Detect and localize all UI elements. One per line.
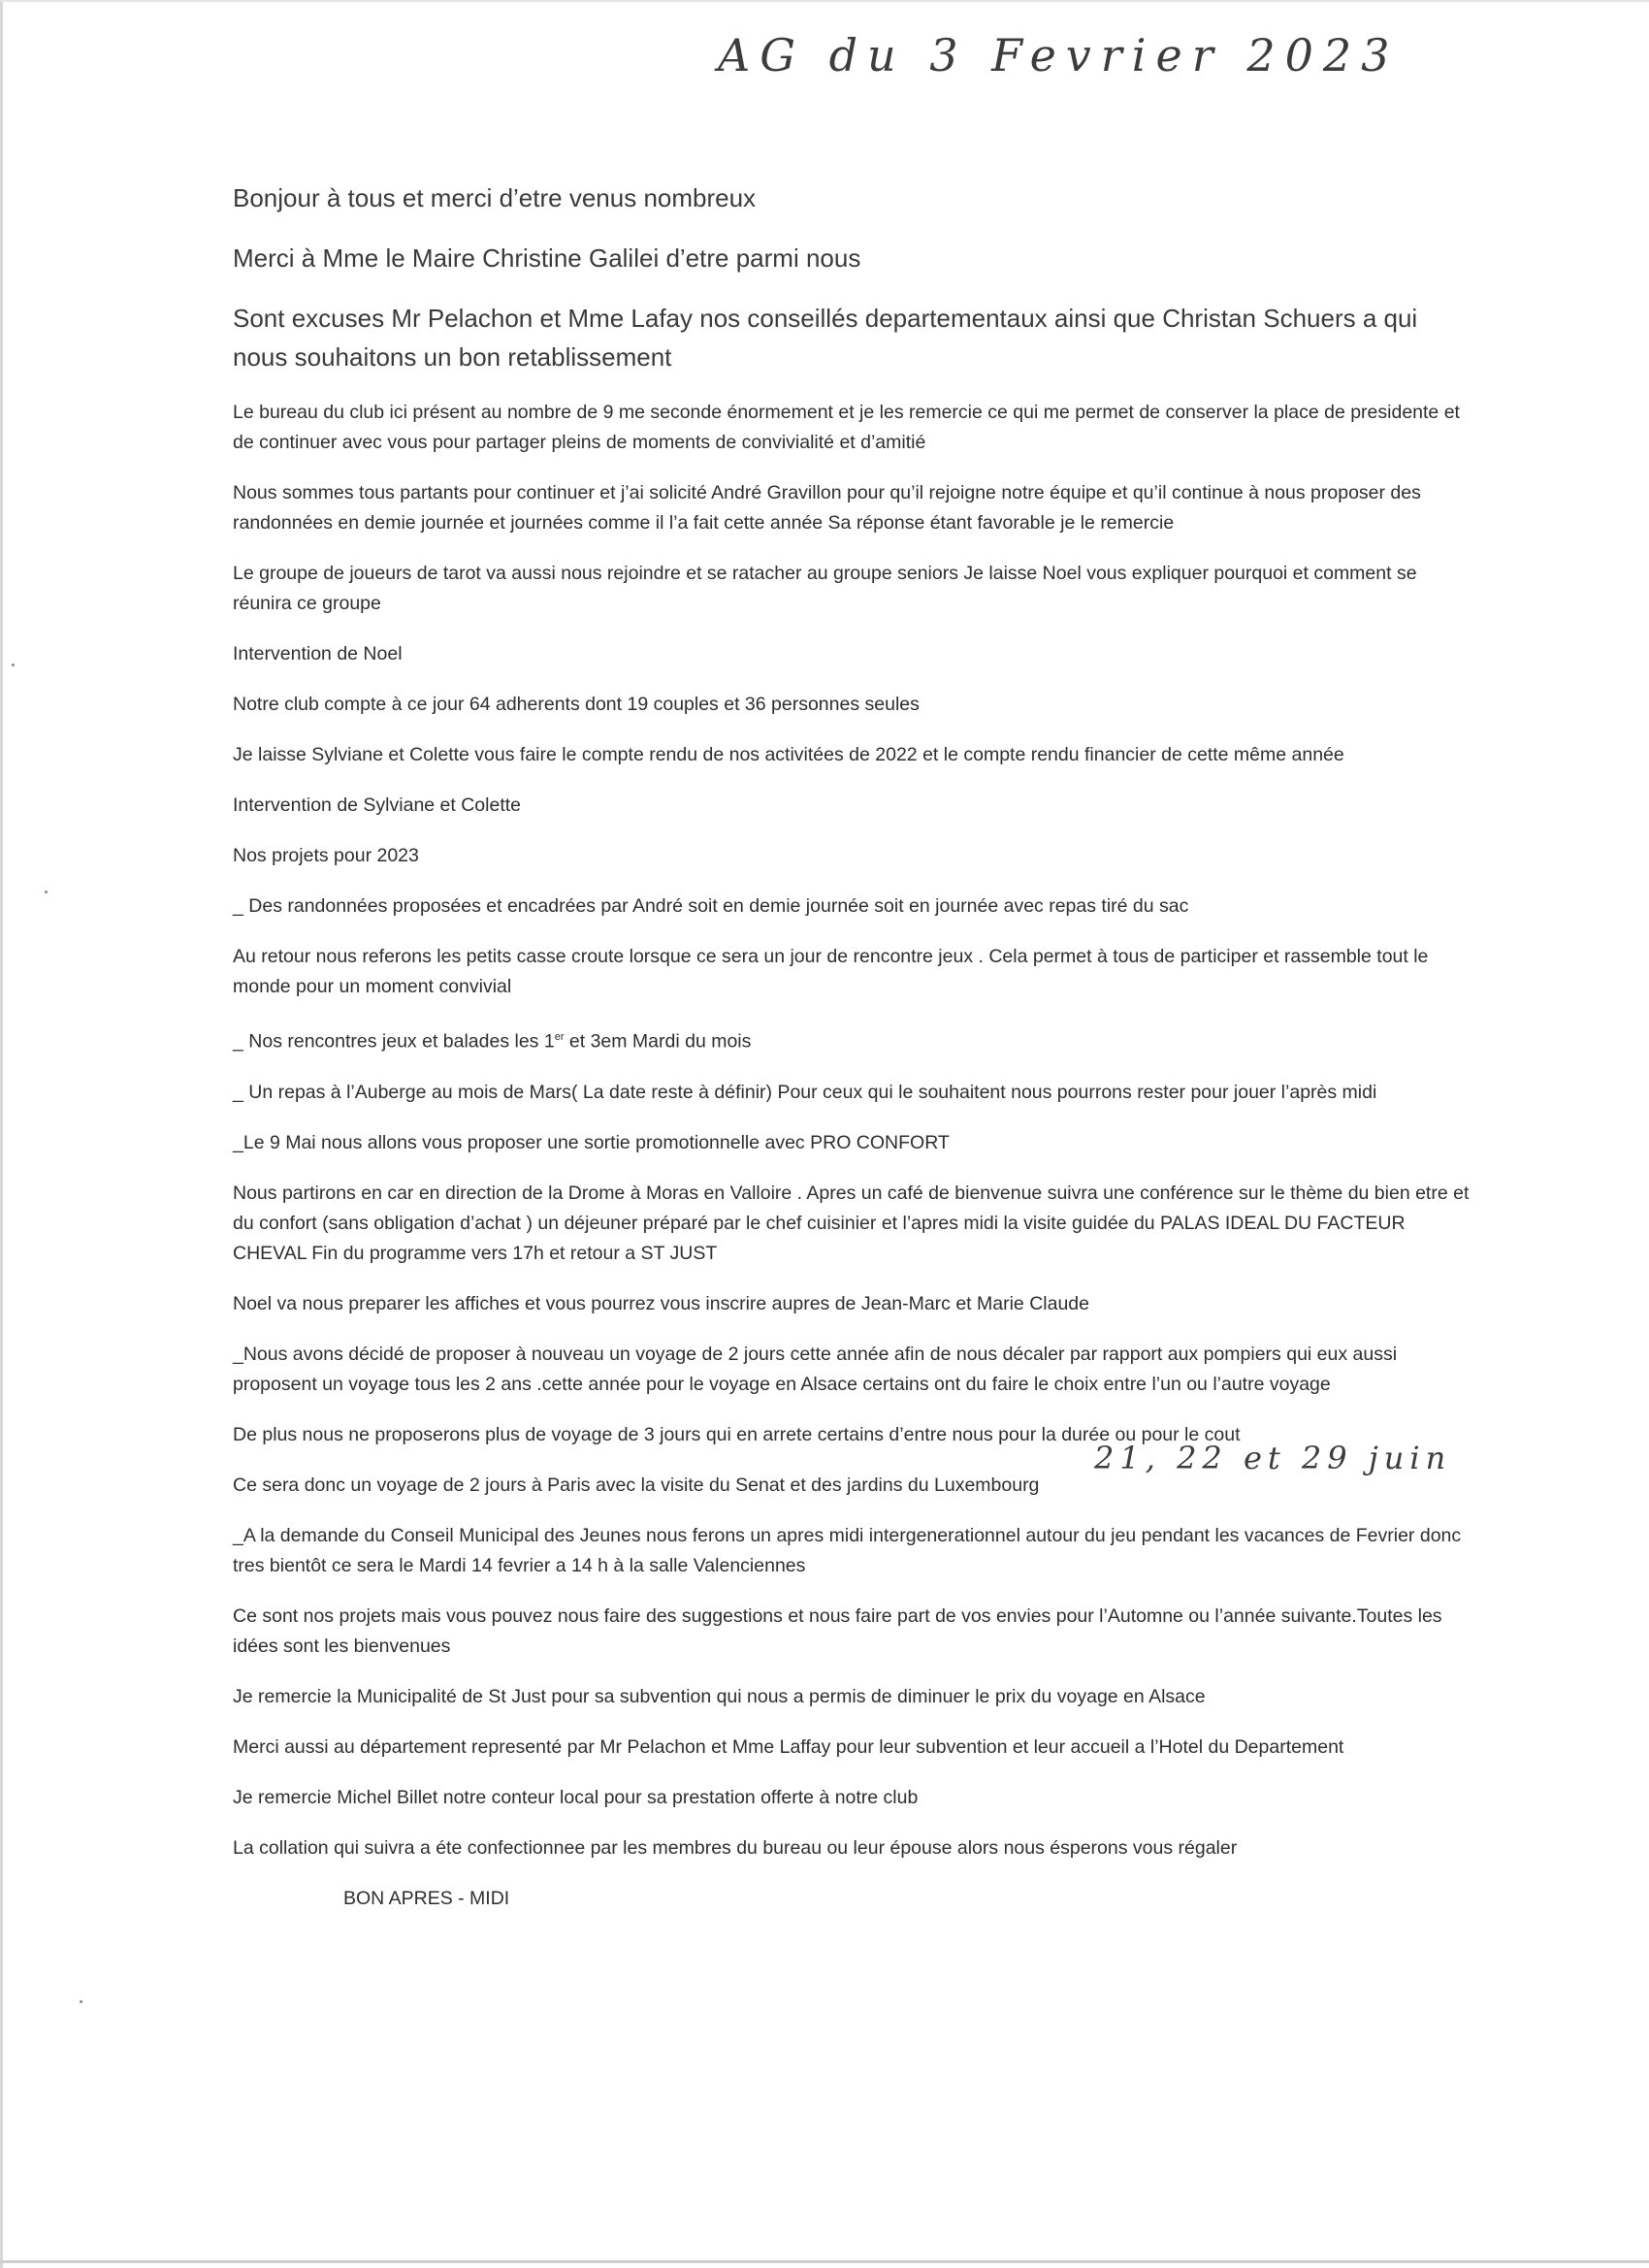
- thanks-mayor-line: Merci à Mme le Maire Christine Galilei d’etre parmi nous: [233, 243, 861, 273]
- document-body: [233, 178, 1474, 1914]
- closing-line: BON APRES - MIDI: [343, 1887, 510, 1909]
- scan-speck: [45, 891, 48, 893]
- rencontres-text-end: et 3em Mardi du mois: [564, 1030, 752, 1053]
- paragraph-intervention-noel: Intervention de Noel: [233, 643, 403, 664]
- scan-left-edge: [0, 0, 3, 2268]
- paragraph-michel-billet: Je remercie Michel Billet notre conteur local pour sa prestation offerte à notre club: [233, 1786, 919, 1808]
- paragraph-rencontres: [233, 1022, 1474, 1057]
- apologies-line: Sont excuses Mr Pelachon et Mme Lafay nos conseillés departementaux ainsi que Christan Schuers a qui nous souhaitons un bon retablissement: [233, 304, 1418, 372]
- rencontres-superscript: er: [554, 1031, 565, 1043]
- handwritten-date-note: 21, 22 et 29 juin: [1094, 1440, 1452, 1476]
- paragraph-affiches: Noel va nous preparer les affiches et vous pourrez vous inscrire aupres de Jean-Marc et Marie Claude: [233, 1292, 1089, 1314]
- paragraph-randonnees-andre: _ Des randonnées proposées et encadrées par André soit en demie journée soit en journée avec repas tiré du sac: [233, 895, 1189, 917]
- paragraph-randonnees: Nous sommes tous partants pour continuer et j’ai solicité André Gravillon pour qu’il rejoigne notre équipe et qu’il continue à nous proposer des randonnées en demie journée et journées comme il l’a fait cette année Sa réponse étant favorable je le remercie: [233, 482, 1421, 534]
- paragraph-sortie-9-mai: _Le 9 Mai nous allons vous proposer une sortie promotionnelle avec PRO CONFORT: [233, 1131, 950, 1153]
- scan-bottom-edge: [0, 2260, 1649, 2263]
- paragraph-jeunes: _A la demande du Conseil Municipal des Jeunes nous ferons un apres midi intergenerationnel autour du jeu pendant les vacances de Fevrier donc tres bientôt ce sera le Mardi 14 fevrier a 14 h à la salle Valenciennes: [233, 1524, 1462, 1576]
- scan-speck: [80, 2000, 82, 2003]
- paragraph-repas-auberge: _ Un repas à l’Auberge au mois de Mars( La date reste à définir) Pour ceux qui le souhaitent nous pourrons rester pour jouer l’après midi: [233, 1081, 1377, 1103]
- paragraph-voyage-2-jours: _Nous avons décidé de proposer à nouveau un voyage de 2 jours cette année afin de nous décaler par rapport aux pompiers qui eux aussi proposent un voyage tous les 2 ans .cette année pour le voyage en Alsace certains ont du faire le choix entre l’un ou l’autre voyage: [233, 1343, 1398, 1395]
- paragraph-compte-rendu: Je laisse Sylviane et Colette vous faire le compte rendu de nos activitées de 2022 et le compte rendu financier de cette même année: [233, 744, 1344, 765]
- paragraph-bureau: Le bureau du club ici présent au nombre de 9 me seconde énormement et je les remercie ce qui me permet de conserver la place de presidente et de continuer avec vous pour partager pleins de moments de convivialité et d’amitié: [233, 402, 1460, 453]
- paragraph-departement: Merci aussi au département representé par Mr Pelachon et Mme Laffay pour leur subvention et leur accueil a l’Hotel du Departement: [233, 1735, 1344, 1758]
- paragraph-voyage-3-jours: De plus nous ne proposerons plus de voyage de 3 jours qui en arrete certains d’entre nous pour la durée ou pour le cout: [233, 1423, 1241, 1445]
- paragraph-casse-croute: Au retour nous referons les petits casse croute lorsque ce sera un jour de rencontre jeux . Cela permet à tous de participer et rassemble tout le monde pour un moment convivial: [233, 946, 1429, 997]
- paragraph-suggestions: Ce sont nos projets mais vous pouvez nous faire des suggestions et nous faire part de vos envies pour l’Automne ou l’année suivante.Toutes les idées sont les bienvenues: [233, 1604, 1442, 1657]
- paragraph-intervention-sylviane: Intervention de Sylviane et Colette: [233, 794, 522, 816]
- paragraph-moras: Nous partirons en car en direction de la Drome à Moras en Valloire . Apres un café de bienvenue suivra une conférence sur le thème du bien etre et du confort (sans obligation d’achat ) un déjeuner préparé par le chef cuisinier et l’apres midi la visite guidée du PALAS IDEAL DU FACTEUR CHEVAL Fin du programme vers 17h et retour a ST JUST: [233, 1182, 1470, 1264]
- paragraph-tarot: Le groupe de joueurs de tarot va aussi nous rejoindre et se ratacher au groupe seniors Je laisse Noel vous expliquer pourquoi et comment se réunira ce groupe: [233, 563, 1417, 614]
- scan-top-edge: [0, 0, 1649, 2]
- paragraph-projets-heading: Nos projets pour 2023: [233, 845, 419, 866]
- rencontres-text-start: _ Nos rencontres jeux et balades les 1: [233, 1030, 555, 1053]
- scan-speck: [12, 664, 15, 666]
- paragraph-paris: Ce sera donc un voyage de 2 jours à Paris avec la visite du Senat et des jardins du Luxembourg: [233, 1474, 1040, 1496]
- paragraph-collation: La collation qui suivra a éte confectionnee par les membres du bureau ou leur épouse alors nous ésperons vous régaler: [233, 1836, 1238, 1859]
- handwritten-title: AG du 3 Fevrier 2023: [718, 29, 1400, 81]
- paragraph-adherents: Notre club compte à ce jour 64 adherents dont 19 couples et 36 personnes seules: [233, 694, 920, 715]
- greeting-line: Bonjour à tous et merci d’etre venus nombreux: [233, 183, 757, 212]
- paragraph-subvention-st-just: Je remercie la Municipalité de St Just pour sa subvention qui nous a permis de diminuer le prix du voyage en Alsace: [233, 1685, 1206, 1707]
